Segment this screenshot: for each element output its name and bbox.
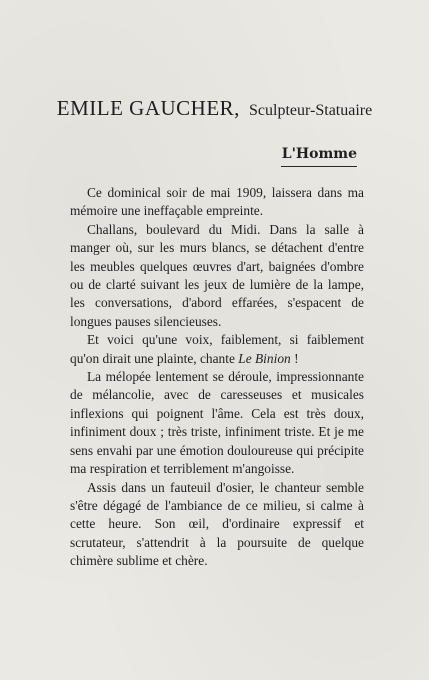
paragraph: Assis dans un fauteuil d'osier, le chanteur semble s'être dégagé de l'ambiance de ce milieu, si calme à cette heure. Son œil, d'ordinaire expressif et scrutateur, s'attendrit à la poursuite de quelque chimère sublime et chère.	[70, 479, 364, 569]
paragraph	[70, 331, 364, 368]
paragraph: Ce dominical soir de mai 1909, laissera dans ma mémoire une ineffaçable empreinte.	[70, 185, 364, 219]
page-heading	[0, 96, 429, 121]
song-title: Le Binion	[238, 350, 291, 366]
paragraph: Challans, boulevard du Midi. Dans la salle à manger où, sur les murs blancs, se détachent d'entre les meubles quelques œuvres d'art, baignées d'ombre ou de clarté suivant les jeux de lumière de la lampe, les conversations, d'abord effarées, s'espacent de longues pauses silencieuses.	[70, 221, 364, 329]
author-name: EMILE GAUCHER,	[56, 96, 240, 120]
body-text	[70, 184, 364, 571]
paragraph-text: Et voici qu'une voix, faiblement, si faiblement qu'on dirait une plainte, chante	[70, 332, 364, 366]
section-title: L'Homme	[281, 146, 357, 162]
paragraph: La mélopée lentement se déroule, impressionnante de mélancolie, avec de caresseuses et musicales inflexions qui poignent l'âme. Cela est très doux, infiniment doux ; très triste, infiniment triste. Et je me sens envahi par une émotion douloureuse qui précipite ma respiration et terriblement m'angoisse.	[70, 369, 364, 477]
author-title: Sculpteur-Statuaire	[249, 102, 373, 119]
paragraph-text: !	[290, 350, 299, 366]
section-title-underline	[281, 166, 357, 167]
